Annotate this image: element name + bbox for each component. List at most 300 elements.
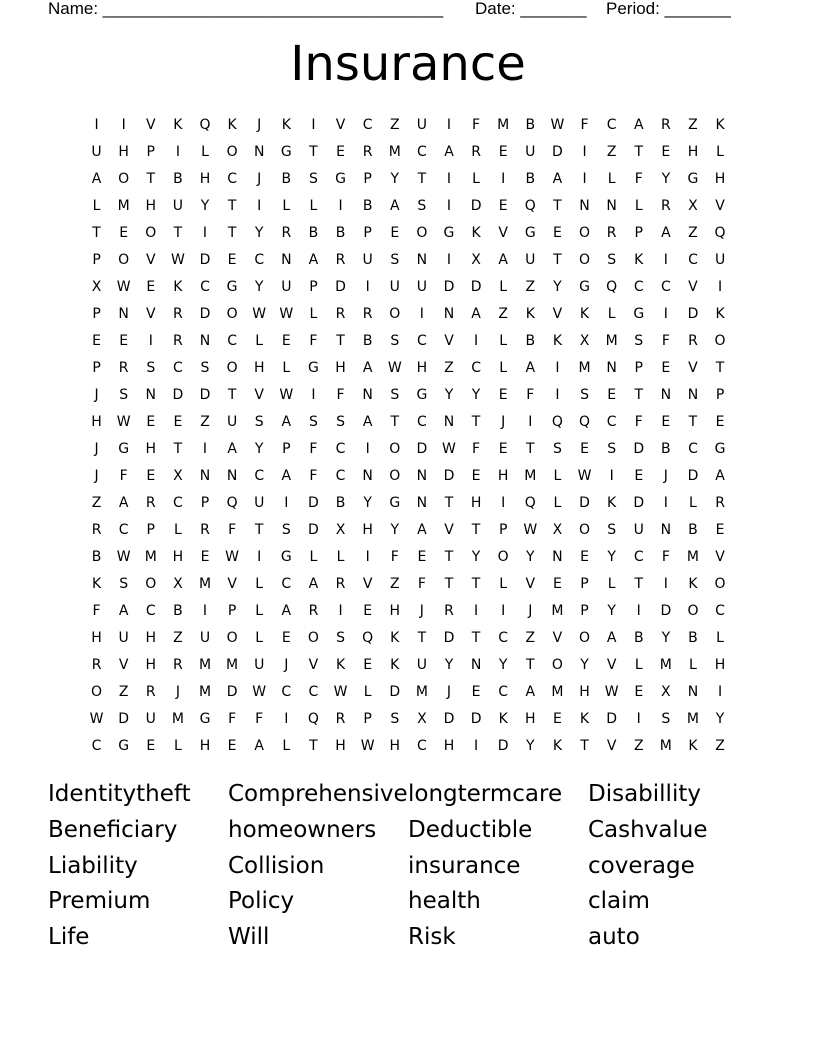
grid-letter[interactable]: C: [254, 251, 265, 268]
grid-letter[interactable]: M: [497, 116, 510, 133]
grid-letter[interactable]: Z: [91, 494, 102, 511]
grid-letter[interactable]: M: [117, 197, 130, 214]
grid-letter[interactable]: I: [718, 278, 723, 295]
grid-letter[interactable]: R: [173, 332, 183, 349]
grid-letter[interactable]: A: [606, 629, 617, 646]
grid-letter[interactable]: F: [417, 575, 426, 592]
grid-letter[interactable]: P: [715, 386, 725, 403]
grid-letter[interactable]: A: [281, 467, 292, 484]
grid-letter[interactable]: V: [552, 629, 563, 646]
grid-letter[interactable]: K: [688, 737, 698, 754]
grid-letter[interactable]: K: [471, 224, 481, 241]
grid-letter[interactable]: V: [606, 656, 617, 673]
grid-letter[interactable]: B: [281, 170, 292, 187]
grid-letter[interactable]: K: [715, 305, 725, 322]
grid-letter[interactable]: I: [474, 737, 479, 754]
grid-letter[interactable]: T: [254, 521, 264, 538]
grid-letter[interactable]: P: [363, 224, 372, 241]
grid-letter[interactable]: N: [470, 656, 482, 673]
grid-letter[interactable]: N: [199, 332, 211, 349]
grid-letter[interactable]: K: [607, 494, 617, 511]
grid-letter[interactable]: I: [257, 548, 262, 565]
grid-letter[interactable]: X: [173, 575, 183, 592]
grid-letter[interactable]: Y: [498, 656, 508, 673]
grid-letter[interactable]: A: [498, 251, 508, 268]
grid-letter[interactable]: Z: [498, 305, 508, 322]
grid-letter[interactable]: Z: [688, 224, 698, 241]
grid-letter[interactable]: P: [92, 305, 101, 322]
grid-letter[interactable]: S: [308, 170, 318, 187]
grid-letter[interactable]: E: [661, 413, 671, 430]
grid-letter[interactable]: F: [634, 170, 643, 187]
grid-letter[interactable]: I: [446, 116, 452, 133]
grid-letter[interactable]: I: [609, 467, 614, 484]
grid-letter[interactable]: S: [146, 359, 156, 376]
grid-letter[interactable]: N: [552, 548, 563, 565]
grid-letter[interactable]: L: [282, 359, 291, 376]
grid-letter[interactable]: Y: [254, 278, 264, 295]
grid-letter[interactable]: S: [552, 440, 562, 457]
grid-letter[interactable]: C: [660, 278, 671, 295]
grid-letter[interactable]: S: [634, 332, 644, 349]
grid-letter[interactable]: T: [444, 575, 454, 592]
grid-letter[interactable]: B: [688, 521, 698, 538]
grid-letter[interactable]: C: [335, 440, 346, 457]
grid-letter[interactable]: V: [145, 305, 156, 322]
grid-letter[interactable]: O: [145, 224, 157, 241]
grid-letter[interactable]: D: [633, 440, 645, 457]
grid-letter[interactable]: O: [226, 359, 238, 376]
grid-letter[interactable]: I: [663, 251, 668, 268]
grid-letter[interactable]: I: [338, 197, 343, 214]
grid-letter[interactable]: O: [579, 521, 591, 538]
grid-letter[interactable]: Q: [524, 494, 536, 511]
grid-letter[interactable]: N: [606, 359, 617, 376]
grid-letter[interactable]: W: [333, 683, 348, 700]
grid-letter[interactable]: W: [550, 116, 565, 133]
grid-letter[interactable]: P: [498, 521, 508, 538]
grid-letter[interactable]: K: [390, 656, 400, 673]
grid-letter[interactable]: W: [279, 386, 294, 403]
grid-letter[interactable]: V: [444, 521, 454, 538]
grid-letter[interactable]: E: [715, 413, 725, 430]
grid-letter[interactable]: U: [281, 278, 292, 295]
grid-letter[interactable]: A: [417, 521, 427, 538]
grid-letter[interactable]: C: [335, 467, 346, 484]
grid-letter[interactable]: R: [715, 494, 725, 511]
grid-letter[interactable]: C: [471, 359, 481, 376]
grid-letter[interactable]: E: [580, 440, 589, 457]
grid-letter[interactable]: H: [335, 359, 346, 376]
grid-letter[interactable]: D: [335, 278, 346, 295]
grid-letter[interactable]: H: [579, 683, 590, 700]
grid-letter[interactable]: W: [523, 521, 538, 538]
grid-letter[interactable]: Z: [715, 737, 725, 754]
grid-letter[interactable]: Z: [389, 116, 400, 133]
grid-letter[interactable]: I: [663, 494, 668, 511]
grid-letter[interactable]: S: [308, 413, 318, 430]
grid-letter[interactable]: A: [118, 602, 129, 619]
name-field[interactable]: Name: ____________________________________: [48, 0, 444, 18]
grid-letter[interactable]: E: [119, 332, 129, 349]
grid-letter[interactable]: K: [688, 575, 698, 592]
grid-letter[interactable]: L: [282, 737, 291, 754]
grid-letter[interactable]: C: [606, 413, 617, 430]
grid-letter[interactable]: R: [145, 494, 156, 511]
grid-letter[interactable]: I: [555, 386, 560, 403]
grid-letter[interactable]: L: [634, 197, 643, 214]
grid-letter[interactable]: E: [146, 413, 156, 430]
grid-letter[interactable]: G: [335, 170, 346, 187]
grid-letter[interactable]: E: [417, 548, 427, 565]
grid-letter[interactable]: H: [172, 548, 184, 565]
grid-letter[interactable]: Z: [688, 116, 698, 133]
grid-letter[interactable]: H: [714, 656, 726, 673]
grid-letter[interactable]: U: [172, 197, 183, 214]
grid-letter[interactable]: Y: [607, 548, 616, 565]
grid-letter[interactable]: U: [362, 251, 373, 268]
grid-letter[interactable]: V: [688, 359, 698, 376]
grid-letter[interactable]: T: [173, 440, 183, 457]
grid-letter[interactable]: Q: [226, 494, 238, 511]
grid-letter[interactable]: O: [389, 467, 401, 484]
grid-letter[interactable]: K: [579, 710, 590, 727]
grid-letter[interactable]: E: [92, 332, 101, 349]
grid-letter[interactable]: W: [252, 683, 267, 700]
grid-letter[interactable]: E: [498, 440, 508, 457]
grid-letter[interactable]: V: [606, 737, 617, 754]
grid-letter[interactable]: T: [553, 197, 562, 214]
grid-letter[interactable]: C: [416, 332, 427, 349]
grid-letter[interactable]: X: [335, 521, 346, 538]
grid-letter[interactable]: E: [498, 143, 508, 160]
grid-letter[interactable]: C: [498, 629, 509, 646]
grid-letter[interactable]: Y: [444, 386, 454, 403]
grid-letter[interactable]: T: [526, 656, 535, 673]
grid-letter[interactable]: K: [173, 116, 183, 133]
grid-letter[interactable]: F: [661, 548, 670, 565]
grid-letter[interactable]: S: [580, 386, 589, 403]
grid-letter[interactable]: T: [417, 170, 427, 187]
grid-letter[interactable]: D: [172, 386, 184, 403]
grid-letter[interactable]: H: [714, 170, 726, 187]
grid-letter[interactable]: S: [119, 386, 129, 403]
grid-letter[interactable]: Q: [307, 710, 319, 727]
grid-letter[interactable]: H: [145, 197, 157, 214]
grid-letter[interactable]: I: [501, 494, 506, 511]
grid-letter[interactable]: V: [145, 116, 156, 133]
grid-letter[interactable]: C: [416, 413, 427, 430]
grid-letter[interactable]: A: [227, 440, 237, 457]
grid-letter[interactable]: H: [687, 143, 699, 160]
grid-letter[interactable]: B: [525, 170, 536, 187]
grid-letter[interactable]: Q: [362, 629, 374, 646]
grid-letter[interactable]: F: [309, 332, 318, 349]
grid-letter[interactable]: P: [92, 359, 101, 376]
grid-letter[interactable]: C: [633, 548, 644, 565]
grid-letter[interactable]: N: [118, 305, 129, 322]
grid-letter[interactable]: I: [284, 710, 289, 727]
grid-letter[interactable]: P: [282, 440, 291, 457]
grid-letter[interactable]: Y: [363, 494, 372, 511]
grid-letter[interactable]: H: [199, 737, 211, 754]
grid-letter[interactable]: F: [526, 386, 535, 403]
grid-letter[interactable]: B: [173, 170, 183, 187]
grid-letter[interactable]: G: [308, 359, 319, 376]
grid-letter[interactable]: B: [362, 332, 373, 349]
grid-letter[interactable]: M: [415, 683, 428, 700]
grid-letter[interactable]: K: [634, 251, 644, 268]
grid-letter[interactable]: O: [118, 170, 130, 187]
grid-letter[interactable]: N: [416, 251, 428, 268]
grid-letter[interactable]: O: [389, 305, 401, 322]
grid-letter[interactable]: E: [119, 224, 129, 241]
grid-letter[interactable]: C: [688, 440, 698, 457]
grid-letter[interactable]: N: [687, 683, 699, 700]
grid-letter[interactable]: W: [225, 548, 240, 565]
grid-letter[interactable]: F: [634, 413, 643, 430]
grid-letter[interactable]: S: [200, 359, 210, 376]
grid-letter[interactable]: F: [336, 386, 345, 403]
grid-letter[interactable]: Q: [199, 116, 211, 133]
grid-letter[interactable]: F: [255, 710, 264, 727]
grid-letter[interactable]: P: [580, 602, 589, 619]
grid-letter[interactable]: T: [634, 386, 644, 403]
grid-letter[interactable]: F: [119, 467, 128, 484]
grid-letter[interactable]: T: [146, 170, 156, 187]
grid-letter[interactable]: K: [552, 332, 562, 349]
grid-letter[interactable]: A: [444, 143, 454, 160]
grid-letter[interactable]: J: [257, 170, 262, 187]
grid-letter[interactable]: N: [660, 386, 672, 403]
grid-letter[interactable]: M: [388, 143, 401, 160]
grid-letter[interactable]: L: [255, 575, 264, 592]
grid-letter[interactable]: U: [145, 710, 156, 727]
grid-letter[interactable]: D: [470, 278, 482, 295]
grid-letter[interactable]: L: [716, 143, 724, 160]
grid-letter[interactable]: E: [281, 332, 291, 349]
grid-letter[interactable]: O: [307, 629, 319, 646]
grid-letter[interactable]: E: [146, 278, 156, 295]
grid-letter[interactable]: V: [145, 251, 156, 268]
grid-letter[interactable]: I: [257, 197, 262, 214]
grid-letter[interactable]: E: [552, 710, 562, 727]
grid-letter[interactable]: H: [145, 629, 157, 646]
grid-letter[interactable]: F: [472, 116, 481, 133]
grid-letter[interactable]: V: [335, 116, 346, 133]
grid-letter[interactable]: I: [636, 710, 641, 727]
grid-letter[interactable]: O: [497, 548, 509, 565]
grid-letter[interactable]: A: [308, 575, 319, 592]
grid-letter[interactable]: E: [661, 359, 671, 376]
grid-letter[interactable]: S: [336, 629, 345, 646]
grid-letter[interactable]: D: [118, 710, 130, 727]
grid-letter[interactable]: H: [335, 737, 346, 754]
grid-letter[interactable]: Z: [118, 683, 129, 700]
grid-letter[interactable]: C: [606, 116, 617, 133]
grid-letter[interactable]: F: [661, 332, 670, 349]
grid-letter[interactable]: L: [173, 737, 182, 754]
grid-letter[interactable]: R: [173, 305, 183, 322]
grid-letter[interactable]: R: [308, 602, 319, 619]
grid-letter[interactable]: B: [335, 224, 346, 241]
grid-letter[interactable]: P: [146, 143, 155, 160]
grid-letter[interactable]: D: [199, 251, 211, 268]
grid-letter[interactable]: S: [607, 521, 617, 538]
grid-letter[interactable]: K: [91, 575, 102, 592]
grid-letter[interactable]: T: [471, 629, 481, 646]
grid-letter[interactable]: W: [442, 440, 456, 457]
grid-letter[interactable]: S: [254, 413, 264, 430]
grid-letter[interactable]: Y: [390, 521, 400, 538]
grid-letter[interactable]: S: [390, 251, 400, 268]
grid-letter[interactable]: T: [227, 197, 237, 214]
grid-letter[interactable]: M: [551, 602, 564, 619]
grid-letter[interactable]: J: [94, 467, 99, 484]
grid-letter[interactable]: X: [579, 332, 590, 349]
grid-letter[interactable]: D: [660, 602, 672, 619]
grid-letter[interactable]: Y: [661, 629, 671, 646]
grid-letter[interactable]: K: [173, 278, 183, 295]
grid-letter[interactable]: M: [144, 548, 157, 565]
grid-letter[interactable]: S: [336, 413, 345, 430]
grid-letter[interactable]: R: [173, 656, 183, 673]
grid-letter[interactable]: N: [416, 467, 428, 484]
grid-letter[interactable]: W: [387, 359, 402, 376]
grid-letter[interactable]: T: [471, 575, 481, 592]
grid-letter[interactable]: B: [688, 629, 698, 646]
grid-letter[interactable]: M: [686, 548, 699, 565]
grid-letter[interactable]: A: [281, 602, 292, 619]
grid-letter[interactable]: X: [552, 521, 563, 538]
grid-letter[interactable]: E: [390, 224, 400, 241]
grid-letter[interactable]: I: [121, 116, 126, 133]
grid-letter[interactable]: N: [226, 467, 238, 484]
grid-letter[interactable]: I: [446, 197, 452, 214]
grid-letter[interactable]: T: [227, 386, 237, 403]
grid-letter[interactable]: Q: [551, 413, 563, 430]
grid-letter[interactable]: J: [175, 683, 180, 700]
grid-letter[interactable]: Y: [390, 170, 400, 187]
grid-letter[interactable]: N: [606, 197, 617, 214]
grid-letter[interactable]: R: [118, 359, 129, 376]
grid-letter[interactable]: T: [526, 440, 535, 457]
grid-letter[interactable]: I: [365, 278, 370, 295]
grid-letter[interactable]: E: [227, 737, 237, 754]
grid-letter[interactable]: S: [119, 575, 129, 592]
grid-letter[interactable]: I: [663, 305, 668, 322]
grid-letter[interactable]: L: [689, 494, 697, 511]
grid-letter[interactable]: Y: [444, 656, 454, 673]
grid-letter[interactable]: X: [91, 278, 102, 295]
grid-letter[interactable]: C: [254, 467, 265, 484]
grid-letter[interactable]: L: [92, 197, 101, 214]
grid-letter[interactable]: A: [552, 170, 563, 187]
grid-letter[interactable]: I: [446, 170, 452, 187]
grid-letter[interactable]: P: [634, 359, 643, 376]
grid-letter[interactable]: W: [279, 305, 294, 322]
grid-letter[interactable]: C: [200, 278, 210, 295]
grid-letter[interactable]: T: [390, 413, 400, 430]
grid-letter[interactable]: L: [255, 332, 264, 349]
grid-letter[interactable]: A: [525, 683, 536, 700]
grid-letter[interactable]: F: [228, 521, 237, 538]
grid-letter[interactable]: J: [284, 656, 289, 673]
grid-letter[interactable]: A: [281, 413, 292, 430]
grid-letter[interactable]: E: [498, 386, 508, 403]
grid-letter[interactable]: I: [555, 359, 560, 376]
grid-letter[interactable]: I: [94, 116, 99, 133]
grid-letter[interactable]: I: [501, 170, 506, 187]
grid-letter[interactable]: I: [528, 413, 533, 430]
grid-letter[interactable]: N: [145, 386, 157, 403]
grid-letter[interactable]: Y: [471, 548, 481, 565]
grid-letter[interactable]: L: [173, 521, 182, 538]
grid-letter[interactable]: L: [716, 629, 724, 646]
grid-letter[interactable]: E: [336, 143, 345, 160]
grid-letter[interactable]: I: [718, 683, 723, 700]
grid-letter[interactable]: Y: [607, 602, 616, 619]
grid-letter[interactable]: W: [170, 251, 185, 268]
grid-letter[interactable]: I: [202, 602, 208, 619]
grid-letter[interactable]: L: [499, 332, 508, 349]
grid-letter[interactable]: Y: [471, 386, 481, 403]
grid-letter[interactable]: Q: [714, 224, 726, 241]
grid-letter[interactable]: Y: [200, 197, 210, 214]
grid-letter[interactable]: X: [471, 251, 481, 268]
grid-letter[interactable]: J: [446, 683, 452, 700]
grid-letter[interactable]: K: [715, 116, 725, 133]
grid-letter[interactable]: O: [226, 143, 238, 160]
grid-letter[interactable]: V: [688, 278, 698, 295]
grid-letter[interactable]: D: [579, 494, 590, 511]
grid-letter[interactable]: T: [309, 737, 318, 754]
grid-letter[interactable]: L: [255, 602, 264, 619]
grid-letter[interactable]: V: [254, 386, 264, 403]
grid-letter[interactable]: T: [580, 737, 589, 754]
grid-letter[interactable]: W: [116, 413, 131, 430]
grid-letter[interactable]: I: [582, 170, 587, 187]
grid-letter[interactable]: C: [715, 602, 725, 619]
grid-letter[interactable]: R: [471, 143, 481, 160]
grid-letter[interactable]: B: [661, 440, 671, 457]
grid-letter[interactable]: U: [118, 629, 129, 646]
grid-letter[interactable]: T: [336, 332, 345, 349]
grid-letter[interactable]: M: [551, 683, 564, 700]
grid-letter[interactable]: Z: [200, 413, 210, 430]
grid-letter[interactable]: L: [472, 170, 480, 187]
grid-letter[interactable]: U: [714, 251, 726, 268]
grid-letter[interactable]: Q: [524, 197, 536, 214]
grid-letter[interactable]: I: [202, 440, 208, 457]
grid-letter[interactable]: I: [175, 143, 180, 160]
grid-letter[interactable]: H: [91, 629, 102, 646]
grid-letter[interactable]: R: [688, 332, 698, 349]
grid-letter[interactable]: I: [284, 494, 289, 511]
grid-letter[interactable]: E: [146, 737, 156, 754]
grid-letter[interactable]: E: [552, 224, 562, 241]
grid-letter[interactable]: A: [633, 116, 644, 133]
grid-letter[interactable]: O: [551, 656, 563, 673]
grid-letter[interactable]: D: [470, 710, 482, 727]
grid-letter[interactable]: H: [443, 737, 455, 754]
grid-letter[interactable]: I: [582, 143, 587, 160]
grid-letter[interactable]: K: [525, 305, 535, 322]
grid-letter[interactable]: O: [579, 629, 591, 646]
grid-letter[interactable]: B: [308, 224, 319, 241]
grid-letter[interactable]: F: [309, 440, 318, 457]
grid-letter[interactable]: I: [365, 440, 370, 457]
